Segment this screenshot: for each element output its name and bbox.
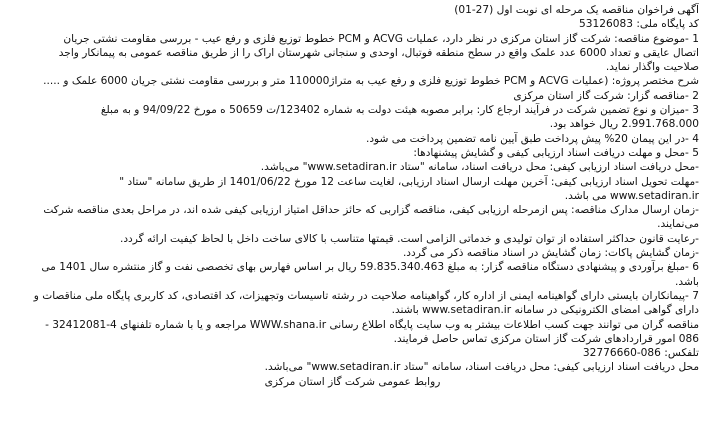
- text-line: شرح مختصر پروژه: (عملیات ACVG و PCM خطوط توزیع فلزی و رفع عیب به متراژ110000 متر و بررسی مقاومت نشتی جریان 6000 علمک و .....: [43, 75, 699, 88]
- text-line: 2 -مناقصه گزار: شرکت گاز استان مرکزی: [513, 89, 699, 102]
- text-line: 3 -میزان و نوع تضمین شرکت در فرآیند ارجاع کار: برابر مصوبه هیئت دولت به شماره 123402/ت 50659 ه مورخ 94/09/22 و به مبلغ: [100, 104, 699, 117]
- text-line: -زمان ارسال مدارک مناقصه: پس ازمرحله ارزیابی کیفی، مناقصه گزاربی که حائز حداقل امتیاز ارزیابی کیفی شده اند، در مراحل بعدی مناقصه شرکت: [43, 204, 699, 217]
- text-line: www.setadiran.ir می باشد.: [564, 189, 699, 202]
- text-line: مناقصه گران می توانند جهت کسب اطلاعات بیشتر به وب سایت پایگاه اطلاع رسانی WWW.shana.ir مراجعه و یا با شماره تلفنهای 4-32412081 -: [45, 318, 699, 331]
- text-line: -رعایت قانون حداکثر استفاده از توان تولیدی و خدماتی الزامی است. قیمتها متناسب با کالای ساخت داخل با لحاظ کیفیت ارائه گردد.: [119, 232, 699, 245]
- text-line: 6 -مبلغ برآوردی و پیشنهادی دستگاه مناقصه گزار: به مبلغ 59.835.340.463 ریال بر اساس فهارس بهای تخصصی نفت و گاز منتشره سال 1401 می: [41, 261, 699, 274]
- text-line: -محل دریافت اسناد ارزیابی کیفی: محل دریافت اسناد، سامانه "ستاد www.setadiran.ir" می‌باشد.: [260, 161, 699, 174]
- text-line: 1 -موضوع مناقصه: شرکت گاز استان مرکزی در نظر دارد، عملیات ACVG و PCM خطوط توزیع فلزی و رفع عیب - بررسی مقاومت نشتی جریان: [63, 32, 699, 45]
- text-line: اتصال عایقی و تعداد 6000 عدد علمک واقع در سطح منطقه فوتبال، اوحدی و سنجانی شهرستان اراک را از طریق مناقصه عمومی به پیمانکار واجد: [58, 46, 699, 59]
- signature-public-relations: روابط عمومی شرکت گاز استان مرکزی: [264, 375, 441, 388]
- text-line: صلاحیت واگذار نماید.: [605, 61, 699, 74]
- text-line: 4 -در این پیمان 20% پیش پرداخت طبق آیین نامه تضمین پرداخت می شود.: [365, 132, 699, 145]
- text-line: 2.991.768.000 ریال خواهد بود.: [549, 118, 699, 131]
- text-line: -زمان گشایش پاکات: زمان گشایش در اسناد مناقصه ذکر می گردد.: [402, 247, 699, 260]
- text-line: -مهلت تحویل اسناد ارزیابی کیفی: آخرین مهلت ارسال اسناد ارزیابی، لغایت ساعت 12 مورخ 1401/06/22 از طریق سامانه "ستاد ": [119, 175, 699, 188]
- text-line: 5 -محل و مهلت دریافت اسناد ارزیابی کیفی و گشایش پیشنهادها:: [413, 146, 699, 159]
- text-line: 086 امور قراردادهای شرکت گاز استان مرکزی تماس حاصل فرمایند.: [393, 332, 699, 345]
- phone-fax: تلفکس: 086-32776660: [582, 347, 699, 360]
- text-line: دارای گواهی امضای الکترونیکی در سامانه www.setadiran.ir باشند.: [391, 304, 699, 317]
- text-line: می‌نمایند.: [657, 218, 699, 231]
- text-line: باشد.: [675, 275, 699, 288]
- text-line: 7 -پیمانکاران بایستی دارای گواهینامه ایمنی از اداره کار، گواهینامه صلاحیت در رشته تاسیسات وتجهیزات، کد اقتصادی، کد کاربری پایگاه ملی مناقصات و: [33, 289, 699, 302]
- text-line: محل دریافت اسناد ارزیابی کیفی: محل دریافت اسناد، سامانه "ستاد www.setadiran.ir" می‌باشد.: [264, 361, 699, 374]
- notice-title: آگهی فراخوان مناقصه یک مرحله ای نوبت اول (27-01): [454, 4, 699, 16]
- national-code: کد پایگاه ملی: 53126083: [579, 18, 699, 31]
